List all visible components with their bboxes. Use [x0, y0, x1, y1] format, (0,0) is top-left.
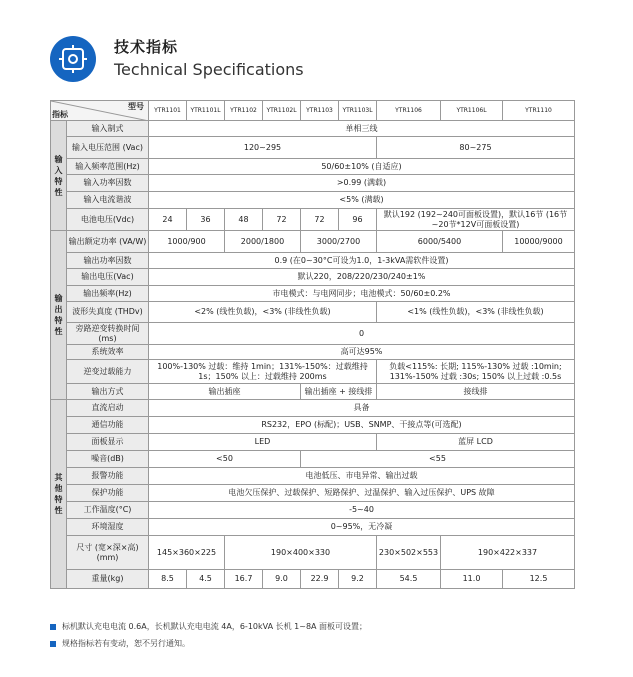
model-name: YTR1101L: [187, 101, 225, 121]
category-input: 输入特性: [51, 121, 67, 231]
footnote-item: [50, 618, 367, 635]
model-name: YTR1103: [301, 101, 339, 121]
table-row: [51, 468, 575, 485]
table-row: [51, 519, 575, 536]
cell-value: 0~95%，无冷凝: [149, 519, 575, 536]
cell-value: 6000/5400: [377, 231, 503, 253]
row-label: 工作温度(°C): [67, 502, 149, 519]
category-other: 其他特性: [51, 400, 67, 589]
model-header: 型号: [128, 102, 144, 111]
cell-value: 具备: [149, 400, 575, 417]
bullet-square-icon: [50, 641, 56, 647]
table-row: [51, 231, 575, 253]
table-row: [51, 360, 575, 384]
row-label: 输出方式: [67, 384, 149, 400]
row-label: 输出电压(Vac): [67, 269, 149, 286]
row-label: 噪音(dB): [67, 451, 149, 468]
table-row: [51, 323, 575, 345]
cell-value: 输出插座: [149, 384, 301, 400]
cell-value: 12.5: [503, 570, 575, 589]
row-label: 旁路逆变转换时间 (ms): [67, 323, 149, 345]
footnote-item: [50, 635, 367, 652]
cell-value: 蓝屏 LCD: [377, 434, 575, 451]
cell-value: 市电模式：与电网同步；电池模式：50/60±0.2%: [149, 286, 575, 302]
cell-value: 11.0: [441, 570, 503, 589]
row-label: 输入电压范围 (Vac): [67, 137, 149, 159]
table-row: [51, 384, 575, 400]
footnotes: [50, 618, 367, 652]
cell-value: 145×360×225: [149, 536, 225, 570]
table-row: [51, 192, 575, 209]
cell-value: <55: [301, 451, 575, 468]
cell-value: 120~295: [149, 137, 377, 159]
table-row: [51, 121, 575, 137]
table-row: [51, 253, 575, 269]
row-label: 系统效率: [67, 345, 149, 360]
table-row: [51, 536, 575, 570]
cell-value: <2% (线性负载)，<3% (非线性负载): [149, 302, 377, 323]
page-header: [50, 30, 610, 90]
footnote-text: 标机默认充电电流 0.6A，长机默认充电电流 4A，6-10kVA 长机 1~8A 面板可设置；: [62, 622, 368, 631]
cell-value: 24: [149, 209, 187, 231]
table-row: [51, 417, 575, 434]
cell-value: 4.5: [187, 570, 225, 589]
table-row: [51, 137, 575, 159]
cell-value: 36: [187, 209, 225, 231]
table-row: [51, 345, 575, 360]
row-label: 输出频率(Hz): [67, 286, 149, 302]
model-name: YTR1102: [225, 101, 263, 121]
model-name: YTR1106L: [441, 101, 503, 121]
table-row: [51, 209, 575, 231]
model-name: YTR1106: [377, 101, 441, 121]
row-label: 电池电压(Vdc): [67, 209, 149, 231]
cell-value: 8.5: [149, 570, 187, 589]
table-row: [51, 286, 575, 302]
cell-value: 接线排: [377, 384, 575, 400]
cell-value: 高可达95%: [149, 345, 575, 360]
cell-value: LED: [149, 434, 377, 451]
row-label: 输入功率因数: [67, 175, 149, 192]
cell-value: 190×422×337: [441, 536, 575, 570]
cell-value: RS232，EPO (标配)；USB、SNMP、干接点等(可选配): [149, 417, 575, 434]
cell-value: 默认220，208/220/230/240±1%: [149, 269, 575, 286]
cell-value: 190×400×330: [225, 536, 377, 570]
cell-value: <50: [149, 451, 301, 468]
cell-value: <5% (满载): [149, 192, 575, 209]
cell-value: 0.9 (在0~30°C可设为1.0，1-3kVA需软件设置): [149, 253, 575, 269]
cell-value: 54.5: [377, 570, 441, 589]
gear-shield-icon: [50, 36, 96, 82]
table-row: [51, 159, 575, 175]
model-name: YTR1102L: [263, 101, 301, 121]
cell-value: 1000/900: [149, 231, 225, 253]
table-row: [51, 502, 575, 519]
table-row: [51, 400, 575, 417]
row-label: 波形失真度 (THDv): [67, 302, 149, 323]
cell-value: 输出插座 + 接线排: [301, 384, 377, 400]
cell-value: 单相三线: [149, 121, 575, 137]
cell-value: 9.2: [339, 570, 377, 589]
row-label: 尺寸 (宽×深×高) (mm): [67, 536, 149, 570]
row-label: 面板显示: [67, 434, 149, 451]
row-label: 输入电流谐波: [67, 192, 149, 209]
table-header-row: [51, 101, 575, 121]
row-label: 输入制式: [67, 121, 149, 137]
cell-value: >0.99 (满载): [149, 175, 575, 192]
model-name: YTR1103L: [339, 101, 377, 121]
spec-table: [50, 100, 575, 589]
model-name: YTR1110: [503, 101, 575, 121]
row-label: 报警功能: [67, 468, 149, 485]
table-row: [51, 570, 575, 589]
table-row: [51, 302, 575, 323]
corner-cell: [51, 101, 149, 121]
bullet-square-icon: [50, 624, 56, 630]
table-row: [51, 269, 575, 286]
cell-value: <1% (线性负载)，<3% (非线性负载): [377, 302, 575, 323]
cell-value: 电池低压、市电异常、输出过载: [149, 468, 575, 485]
cell-value: 72: [301, 209, 339, 231]
cell-value: 2000/1800: [225, 231, 301, 253]
cell-value: 230×502×553: [377, 536, 441, 570]
cell-value: 默认192 (192~240可面板设置)，默认16节 (16节~20节*12V可面板设置): [377, 209, 575, 231]
row-label: 逆变过载能力: [67, 360, 149, 384]
table-row: [51, 451, 575, 468]
cell-value: 50/60±10% (自适应): [149, 159, 575, 175]
index-header: 指标: [52, 110, 68, 119]
cell-value: 80~275: [377, 137, 575, 159]
row-label: 通信功能: [67, 417, 149, 434]
page-title: 技术指标: [114, 38, 179, 56]
cell-value: 72: [263, 209, 301, 231]
cell-value: 22.9: [301, 570, 339, 589]
cell-value: 0: [149, 323, 575, 345]
table-row: [51, 485, 575, 502]
cell-value: 100%-130% 过载：维持 1min；131%-150%：过载维持 1s；150% 以上：过载维持 200ms: [149, 360, 377, 384]
row-label: 环境湿度: [67, 519, 149, 536]
cell-value: 电池欠压保护、过载保护、短路保护、过温保护、输入过压保护、UPS 故障: [149, 485, 575, 502]
category-output: 输出特性: [51, 231, 67, 400]
page-subtitle: Technical Specifications: [114, 60, 304, 79]
cell-value: -5~40: [149, 502, 575, 519]
row-label: 保护功能: [67, 485, 149, 502]
cell-value: 10000/9000: [503, 231, 575, 253]
table-row: [51, 434, 575, 451]
row-label: 输出功率因数: [67, 253, 149, 269]
row-label: 直流启动: [67, 400, 149, 417]
table-row: [51, 175, 575, 192]
cell-value: 48: [225, 209, 263, 231]
model-name: YTR1101: [149, 101, 187, 121]
cell-value: 9.0: [263, 570, 301, 589]
row-label: 输入频率范围(Hz): [67, 159, 149, 175]
row-label: 重量(kg): [67, 570, 149, 589]
row-label: 输出额定功率 (VA/W): [67, 231, 149, 253]
cell-value: 负载<115%: 长期; 115%-130% 过载 :10min; 131%-150% 过载 :30s; 150% 以上过载 :0.5s: [377, 360, 575, 384]
cell-value: 96: [339, 209, 377, 231]
cell-value: 3000/2700: [301, 231, 377, 253]
cell-value: 16.7: [225, 570, 263, 589]
footnote-text: 规格指标若有变动，恕不另行通知。: [62, 639, 190, 648]
